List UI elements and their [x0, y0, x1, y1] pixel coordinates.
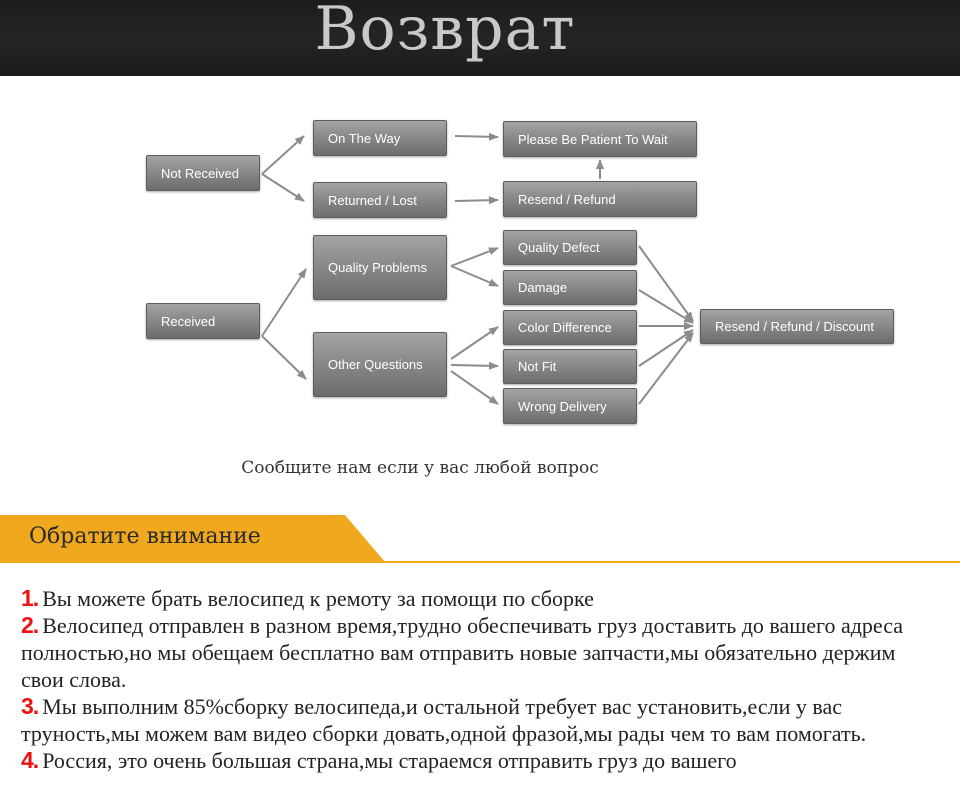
box-not-received: Not Received: [146, 155, 260, 191]
arrow-other-notfit: [451, 365, 498, 366]
box-color-difference: Color Difference: [503, 310, 637, 345]
arrow-defect-final: [639, 246, 693, 321]
return-flowchart: [0, 76, 960, 496]
arrow-received-quality: [262, 269, 306, 336]
box-quality-defect: Quality Defect: [503, 230, 637, 265]
item-number: 3.: [21, 693, 39, 719]
notice-item: [21, 693, 941, 747]
box-other-questions: Other Questions: [313, 332, 447, 397]
box-received: Received: [146, 303, 260, 339]
notice-title: Обратите внимание: [29, 524, 261, 549]
box-quality-problems: Quality Problems: [313, 235, 447, 300]
header-banner: [0, 0, 960, 76]
notice-item: [21, 747, 941, 774]
item-number: 2.: [21, 612, 39, 638]
box-damage: Damage: [503, 270, 637, 305]
caption-text: Сообщите нам если у вас любой вопрос: [241, 458, 599, 478]
item-number: 1.: [21, 585, 39, 611]
arrow-quality-defect: [451, 248, 498, 266]
box-on-the-way: On The Way: [313, 120, 447, 156]
arrow-notfit-final: [639, 330, 693, 366]
arrow-quality-damage: [451, 266, 498, 286]
box-returned-lost: Returned / Lost: [313, 182, 447, 218]
box-please-wait: Please Be Patient To Wait: [503, 121, 697, 157]
flowchart-arrows: [0, 76, 960, 496]
arrow-returned-resend: [455, 200, 498, 201]
item-text: Велосипед отправлен в разном время,трудно обеспечивать груз доставить до вашего адреса полностью,но мы обещаем бесплатно вам отправить новые запчасти,мы обязательно держим свои слова.: [21, 613, 904, 692]
notice-item: [21, 585, 941, 612]
item-text: Россия, это очень большая страна,мы стараемся отправить груз до вашего: [42, 748, 737, 773]
item-text: Вы можете брать велосипед к ремоту за помощи по сборке: [42, 586, 594, 611]
arrow-on-the-way-wait: [455, 136, 498, 137]
notice-list: [21, 585, 941, 774]
arrow-received-other: [262, 336, 306, 379]
item-number: 4.: [21, 747, 39, 773]
arrow-damage-final: [639, 290, 693, 323]
box-resend-refund: Resend / Refund: [503, 181, 697, 217]
notice-item: [21, 612, 941, 693]
arrow-not-received-returned: [262, 174, 304, 201]
box-wrong-delivery: Wrong Delivery: [503, 388, 637, 424]
page-title: Возврат: [314, 0, 576, 64]
box-not-fit: Not Fit: [503, 349, 637, 384]
arrow-other-color: [451, 327, 498, 359]
arrow-other-wrong: [451, 371, 498, 404]
arrow-wrong-final: [639, 333, 693, 404]
notice-divider: [0, 561, 960, 563]
item-text: Мы выполним 85%сборку велосипеда,и остальной требует вас установить,если у вас труность,мы можем вам видео сборки довать,одной фразой,мы рады чем то вам помогать.: [21, 694, 867, 746]
box-resend-refund-discount: Resend / Refund / Discount: [700, 309, 894, 344]
arrow-not-received-on-the-way: [262, 136, 304, 174]
